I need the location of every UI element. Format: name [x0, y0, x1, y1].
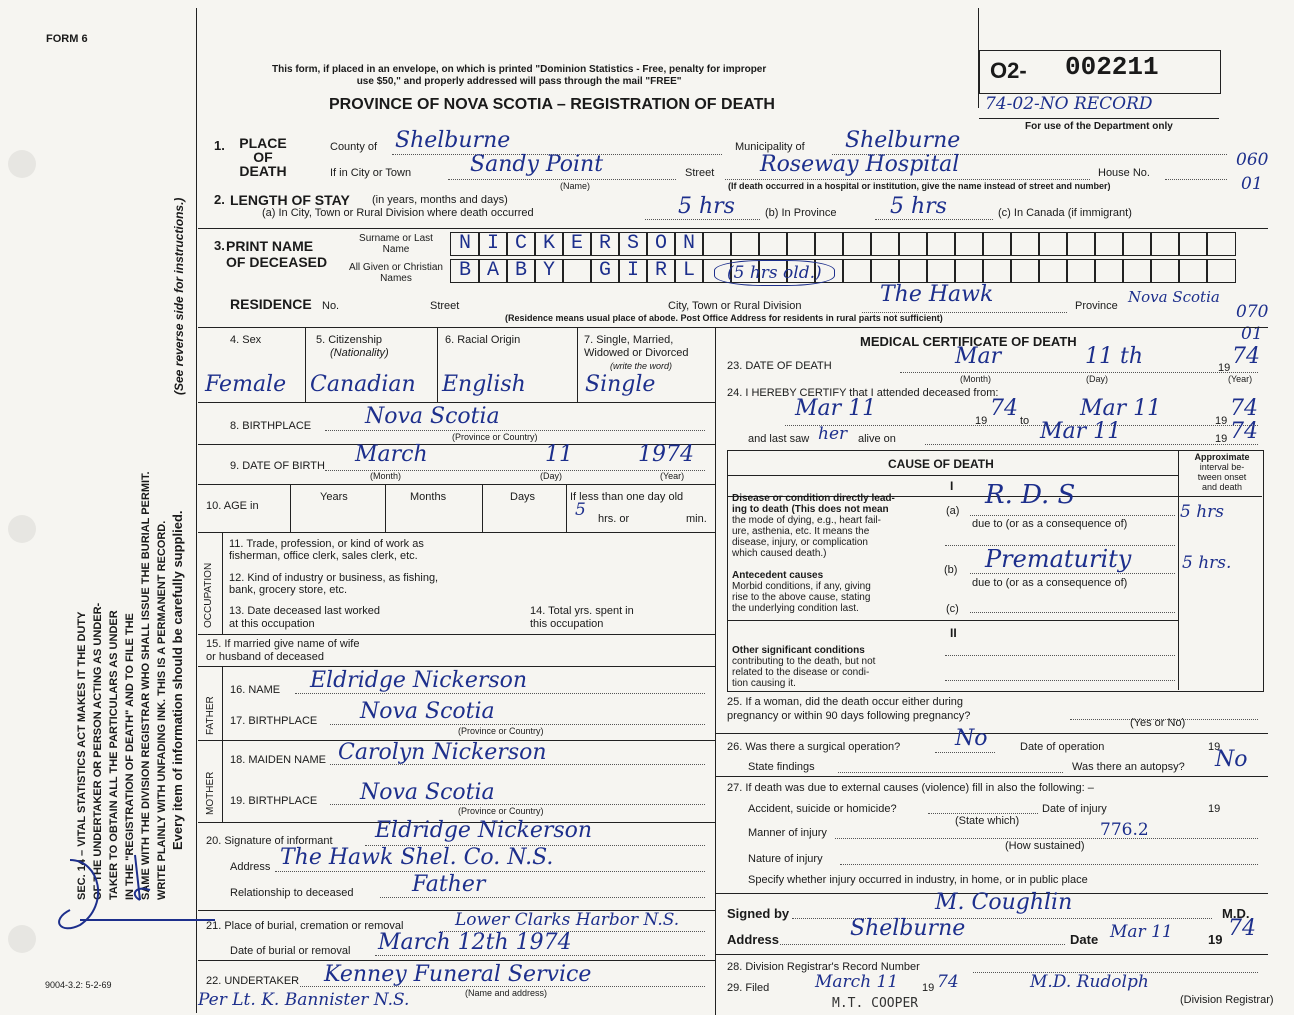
side-note: Every item of information should be carefully supplied.	[170, 510, 185, 850]
informant-sig-value: Eldridge Nickerson	[375, 818, 593, 843]
marital-sub: (write the word)	[610, 361, 673, 371]
burial-date-value: March 12th 1974	[378, 930, 572, 955]
race-value: English	[442, 372, 526, 397]
mother-bp-label: 19. BIRTHPLACE	[230, 795, 318, 807]
q11: 11. Trade, profession, or kind of work as fisherman, office clerk, sales clerk, etc.	[229, 538, 424, 562]
stay-a-value: 5 hrs	[678, 194, 735, 219]
stamp-name: M.T. COOPER	[832, 996, 919, 1011]
given-label: All Given or Christian Names	[349, 262, 443, 284]
dob-label: 9. DATE OF BIRTH	[230, 460, 325, 472]
code-residence-2: 01	[1241, 324, 1263, 344]
age-days-label: Days	[510, 491, 536, 503]
undertaker-line2: Per Lt. K. Bannister N.S.	[198, 990, 410, 1010]
surname-letter-cell	[730, 232, 760, 256]
birthplace-value: Nova Scotia	[365, 404, 500, 429]
birthplace-label: 8. BIRTHPLACE	[230, 420, 312, 432]
age-years-label: Years	[320, 491, 348, 503]
surname-letter-cell	[1122, 232, 1152, 256]
interval-label: Approximate interval be- tween onset and death	[1194, 452, 1250, 492]
sex-value: Female	[205, 372, 287, 397]
death-day: 11 th	[1085, 344, 1143, 369]
residence-province-label: Province	[1075, 300, 1118, 312]
cause-b-interval: 5 hrs.	[1182, 553, 1232, 573]
surname-letter-cell: C	[506, 232, 536, 256]
q28-label: 28. Division Registrar's Record Number	[727, 961, 920, 973]
marital-value: Single	[585, 372, 656, 397]
autopsy-value: No	[1215, 747, 1248, 772]
given-letter-cell	[982, 259, 1012, 283]
mother-name-value: Carolyn Nickerson	[338, 740, 547, 765]
place-num: 1.	[214, 138, 225, 153]
residence-no-label: No.	[322, 300, 340, 312]
manner-label: Manner of injury	[748, 827, 827, 839]
side-instructions: SEC. 14 – VITAL STATISTICS ACT MAKES IT THE DUTY OF THE UNDERTAKER OR PERSON ACTING AS UNDER- TAKER TO OBTAIN ALL THE PARTICULARS AS UNDER IN THE "REGISTRATION OF DEATH" AND TO FILE THE SAME WITH THE DIVISION REGISTRAR WHO SHALL ISSUE THE BURIAL PERMIT. WRITE PLAINLY WITH UNFADING INK. THIS IS A PERMANENT RECORD.	[76, 471, 168, 900]
q29-label: 29. Filed	[727, 982, 770, 994]
q27-label: 27. If death was due to external causes (violence) fill in also the following: –	[727, 782, 1094, 794]
stay-label: LENGTH OF STAY	[230, 192, 350, 208]
stay-a-label: (a) In City, Town or Rural Division where death occurred	[262, 207, 534, 219]
dob-month: March	[355, 442, 428, 467]
undertaker-value: Kenney Funeral Service	[324, 962, 592, 987]
form-code: 9004-3.2: 5-2-69	[45, 980, 112, 990]
name-label: PRINT NAME OF DECEASED	[226, 238, 328, 270]
race-label: 6. Racial Origin	[445, 334, 521, 346]
mail-notice: This form, if placed in an envelope, on which is printed "Dominion Statistics - Free, penalty for improper use $50," and properly addressed will pass through the mail "FREE"	[272, 64, 767, 87]
age-lessday-label: If less than one day old	[570, 491, 684, 503]
dept-label: For use of the Department only	[1025, 121, 1173, 132]
citizenship-value: Canadian	[310, 372, 416, 397]
cause-title: CAUSE OF DEATH	[888, 457, 994, 471]
attended-to: Mar 11	[1080, 396, 1162, 421]
medical-title: MEDICAL CERTIFICATE OF DEATH	[860, 334, 1077, 349]
given-letter-cell	[1206, 259, 1236, 283]
dept-note: 74-02-NO RECORD	[985, 94, 1153, 114]
specify-label: Specify whether injury occurred in industry, in home, or in public place	[748, 874, 1088, 886]
given-letter-cell	[842, 259, 872, 283]
given-letter-cell	[898, 259, 928, 283]
name-num: 3.	[214, 238, 225, 253]
street-label: Street	[685, 167, 715, 179]
last-saw-her: her	[818, 424, 848, 444]
given-letter-cell: A	[478, 259, 508, 283]
cause-a-label: (a)	[946, 505, 960, 517]
manner-code: 776.2	[1100, 820, 1149, 840]
residence-note: (Residence means usual place of abode. Post Office Address for residents in rural parts not sufficient)	[505, 313, 943, 323]
residence-label: RESIDENCE	[230, 296, 312, 312]
father-side: FATHER	[205, 696, 216, 735]
surname-letter-cell: N	[674, 232, 704, 256]
form-label: FORM 6	[46, 33, 88, 45]
surname-letter-cell: E	[562, 232, 592, 256]
burial-place-label: 21. Place of burial, cremation or removal	[206, 920, 404, 932]
last-saw-label: and last saw	[748, 433, 810, 445]
given-letter-cell	[1150, 259, 1180, 283]
given-letter-cell	[870, 259, 900, 283]
surname-letter-cell: O	[646, 232, 676, 256]
informant-rel-label: Relationship to deceased	[230, 887, 354, 899]
given-letter-cell: I	[618, 259, 648, 283]
surname-letter-cell	[1206, 232, 1236, 256]
surname-letter-cell	[786, 232, 816, 256]
street-value: Roseway Hospital	[760, 152, 960, 177]
surname-label: Surname or Last Name	[359, 233, 433, 255]
surname-letter-cell	[898, 232, 928, 256]
q13: 13. Date deceased last worked at this occupation	[229, 605, 381, 630]
hospital-note: (If death occurred in a hospital or institution, give the name instead of street and number)	[728, 181, 1111, 191]
citizenship-label: 5. Citizenship	[316, 334, 383, 346]
q24-label: 24. I HEREBY CERTIFY that I attended deceased from:	[727, 387, 999, 399]
surname-letter-cell	[814, 232, 844, 256]
municipality-label: Municipality of	[735, 141, 805, 153]
surname-letter-cell	[702, 232, 732, 256]
date-year: 74	[1228, 916, 1256, 941]
attended-from-year: 74	[990, 396, 1018, 421]
informant-sig-label: 20. Signature of informant	[206, 835, 333, 847]
cause-b-value: Prematurity	[985, 545, 1132, 573]
state-findings-label: State findings	[748, 761, 815, 773]
filed-value: March 11	[815, 972, 899, 992]
dob-month-sub: (Month)	[370, 471, 402, 481]
informant-rel-value: Father	[412, 872, 486, 897]
surname-letter-cell	[982, 232, 1012, 256]
given-letter-cell	[562, 259, 592, 283]
undertaker-sub: (Name and address)	[465, 988, 548, 998]
surname-letter-cell	[870, 232, 900, 256]
age-hours-value: 5	[575, 500, 586, 520]
cause-b-label: (b)	[944, 564, 958, 576]
age-months-label: Months	[410, 491, 447, 503]
city-value: Sandy Point	[470, 152, 604, 177]
surname-letter-cell: R	[590, 232, 620, 256]
side-note-instructions: (See reverse side for instructions.)	[172, 197, 186, 395]
surname-letter-cell	[954, 232, 984, 256]
sex-label: 4. Sex	[230, 334, 262, 346]
surname-letter-cell	[1150, 232, 1180, 256]
father-bp-label: 17. BIRTHPLACE	[230, 715, 318, 727]
reg-number: 002211	[1065, 52, 1159, 82]
state-which: (State which)	[955, 815, 1020, 827]
pen-scribble	[40, 835, 220, 945]
occupation-side: OCCUPATION	[203, 562, 214, 628]
birthplace-sub: (Province or Country)	[452, 432, 538, 442]
death-month: Mar	[955, 344, 1002, 369]
surname-letter-cell	[1010, 232, 1040, 256]
marital-label: 7. Single, Married, Widowed or Divorced	[584, 334, 689, 359]
date-label: Date	[1070, 932, 1099, 947]
address-label: Address	[727, 932, 780, 947]
nature-label: Nature of injury	[748, 853, 823, 865]
surname-letter-cell	[1066, 232, 1096, 256]
mother-bp-sub: (Province or Country)	[458, 806, 544, 816]
given-letter-cell: G	[590, 259, 620, 283]
residence-street-label: Street	[430, 300, 460, 312]
mother-bp-value: Nova Scotia	[360, 780, 495, 805]
code-residence: 070	[1236, 302, 1269, 322]
cause-a-value: R. D. S	[985, 480, 1076, 510]
surname-letter-cell	[926, 232, 956, 256]
q15: 15. If married give name of wife or husband of deceased	[206, 638, 360, 663]
address-value: Shelburne	[850, 916, 966, 941]
alive-on-label: alive on	[858, 433, 896, 445]
father-name-label: 16. NAME	[230, 684, 281, 696]
cause-b-due: due to (or as a consequence of)	[972, 577, 1128, 589]
surname-letter-cell: K	[534, 232, 564, 256]
citizenship-sub: (Nationality)	[330, 347, 389, 359]
death-day-sub: (Day)	[1086, 374, 1108, 384]
burial-place-value: Lower Clarks Harbor N.S.	[455, 910, 680, 930]
residence-city-value: The Hawk	[880, 282, 994, 307]
informant-addr-label: Address	[230, 861, 271, 873]
date-value: Mar 11	[1110, 922, 1173, 942]
antecedent-text: Antecedent causes Morbid conditions, if any, giving rise to the above cause, stating the underlying condition last.	[732, 570, 871, 614]
last-date: Mar 11	[1040, 419, 1122, 444]
punch-hole-top	[8, 150, 36, 178]
injury-year-prefix: 19	[1208, 803, 1221, 815]
given-letter-cell: B	[506, 259, 536, 283]
county-value: Shelburne	[395, 128, 511, 153]
city-label: If in City or Town	[330, 167, 412, 179]
age-hrs-label: hrs. or	[598, 513, 630, 525]
given-letter-cell	[1010, 259, 1040, 283]
direct-cause-text: Disease or condition directly lead- ing to death (This does not mean the mode of dying, e.g., heart fail- ure, asthenia, etc. It means the disease, injury, or complication which caused death.)	[732, 493, 895, 559]
death-year-prefix: 19	[1218, 362, 1231, 374]
house-label: House No.	[1098, 167, 1150, 179]
death-year-sub: (Year)	[1228, 374, 1253, 384]
dob-year: 1974	[638, 442, 694, 467]
operation-value: No	[955, 726, 988, 751]
registrar-value: M.D. Rudolph	[1030, 972, 1149, 992]
q25: 25. If a woman, did the death occur either during pregnancy or within 90 days following pregnancy?	[727, 696, 971, 722]
given-letter-cell	[926, 259, 956, 283]
informant-addr-value: The Hawk Shel. Co. N.S.	[280, 845, 554, 870]
county-label: County of	[330, 141, 378, 153]
death-month-sub: (Month)	[960, 374, 992, 384]
roman-one: I	[950, 479, 954, 493]
given-letter-cell	[954, 259, 984, 283]
code-municipality: 060	[1236, 150, 1269, 170]
father-bp-sub: (Province or Country)	[458, 726, 544, 736]
registrar-sub: (Division Registrar)	[1180, 994, 1274, 1006]
attended-from: Mar 11	[795, 396, 877, 421]
given-letter-cell: R	[646, 259, 676, 283]
filed-year-prefix: 19	[922, 982, 935, 994]
autopsy-label: Was there an autopsy?	[1072, 761, 1185, 773]
attended-from-yp: 19	[975, 415, 988, 427]
punch-hole-bottom	[8, 925, 36, 953]
mother-side: MOTHER	[205, 771, 216, 815]
given-letter-cell	[1178, 259, 1208, 283]
signed-by-label: Signed by	[727, 906, 790, 921]
dob-day-sub: (Day)	[540, 471, 562, 481]
q14: 14. Total yrs. spent in this occupation	[530, 605, 634, 630]
age-label: 10. AGE in	[206, 500, 259, 512]
attended-to-year: 74	[1230, 396, 1258, 421]
municipality-value: Shelburne	[845, 128, 961, 153]
date-injury-label: Date of injury	[1042, 803, 1107, 815]
reg-prefix: O2-	[990, 58, 1027, 83]
dob-day: 11	[545, 442, 573, 467]
attended-to-label: to	[1020, 415, 1030, 427]
surname-letter-cell: S	[618, 232, 648, 256]
name-sub: (Name)	[560, 181, 591, 191]
last-yp: 19	[1215, 433, 1228, 445]
op-year-prefix: 19	[1208, 741, 1221, 753]
surname-letter-cell	[1038, 232, 1068, 256]
stay-sub: (in years, months and days)	[372, 194, 508, 206]
date-year-prefix: 19	[1208, 932, 1223, 947]
md-label: M.D.	[1222, 906, 1250, 921]
age-min-label: min.	[686, 513, 707, 525]
burial-date-label: Date of burial or removal	[230, 945, 351, 957]
q23-label: 23. DATE OF DEATH	[727, 360, 832, 372]
roman-two: II	[950, 626, 957, 640]
surname-letter-cell	[758, 232, 788, 256]
other-conditions-text: Other significant conditions contributing to the death, but not related to the disease or condi- tion causing it.	[732, 645, 876, 689]
given-letter-cell	[1066, 259, 1096, 283]
given-letter-cell: L	[674, 259, 704, 283]
residence-city-label: City, Town or Rural Division	[668, 300, 802, 312]
stay-b-label: (b) In Province	[765, 207, 837, 219]
given-letter-cell	[1094, 259, 1124, 283]
surname-letter-cell: I	[478, 232, 508, 256]
age-note: (5 hrs old.)	[714, 260, 835, 286]
cause-a-interval: 5 hrs	[1180, 502, 1225, 522]
mother-name-label: 18. MAIDEN NAME	[230, 754, 326, 766]
death-year: 74	[1232, 344, 1260, 369]
filed-year: 74	[937, 972, 959, 992]
residence-province-value: Nova Scotia	[1128, 288, 1220, 306]
given-letter-cell	[1122, 259, 1152, 283]
punch-hole-mid	[8, 515, 36, 543]
given-letter-cell: Y	[534, 259, 564, 283]
father-name-value: Eldridge Nickerson	[310, 668, 528, 693]
stay-b-value: 5 hrs	[890, 194, 947, 219]
cause-a-due: due to (or as a consequence of)	[972, 518, 1128, 530]
dob-year-sub: (Year)	[660, 471, 685, 481]
date-operation-label: Date of operation	[1020, 741, 1105, 753]
how-sustained: (How sustained)	[1005, 840, 1085, 852]
surname-letter-cell	[1178, 232, 1208, 256]
given-letter-cell	[1038, 259, 1068, 283]
cause-c-label: (c)	[946, 603, 959, 615]
form-title: PROVINCE OF NOVA SCOTIA – REGISTRATION OF DEATH	[329, 96, 775, 113]
q12: 12. Kind of industry or business, as fishing, bank, grocery store, etc.	[229, 572, 439, 596]
code-house: 01	[1241, 174, 1263, 194]
surname-letter-cell	[842, 232, 872, 256]
stay-c-label: (c) In Canada (if immigrant)	[998, 207, 1132, 219]
stay-num: 2.	[214, 192, 225, 207]
surname-letter-cell: N	[450, 232, 480, 256]
signed-by-value: M. Coughlin	[935, 890, 1073, 915]
last-year: 74	[1230, 419, 1258, 444]
surname-letter-cell	[1094, 232, 1124, 256]
undertaker-label: 22. UNDERTAKER	[206, 975, 300, 987]
place-label: PLACE OF DEATH	[239, 135, 287, 179]
q26-label: 26. Was there a surgical operation?	[727, 741, 901, 753]
accident-label: Accident, suicide or homicide?	[748, 803, 897, 815]
q25-yes-no: (Yes or No)	[1130, 717, 1186, 729]
father-bp-value: Nova Scotia	[360, 699, 495, 724]
given-letter-cell: B	[450, 259, 480, 283]
attended-to-yp: 19	[1215, 415, 1228, 427]
